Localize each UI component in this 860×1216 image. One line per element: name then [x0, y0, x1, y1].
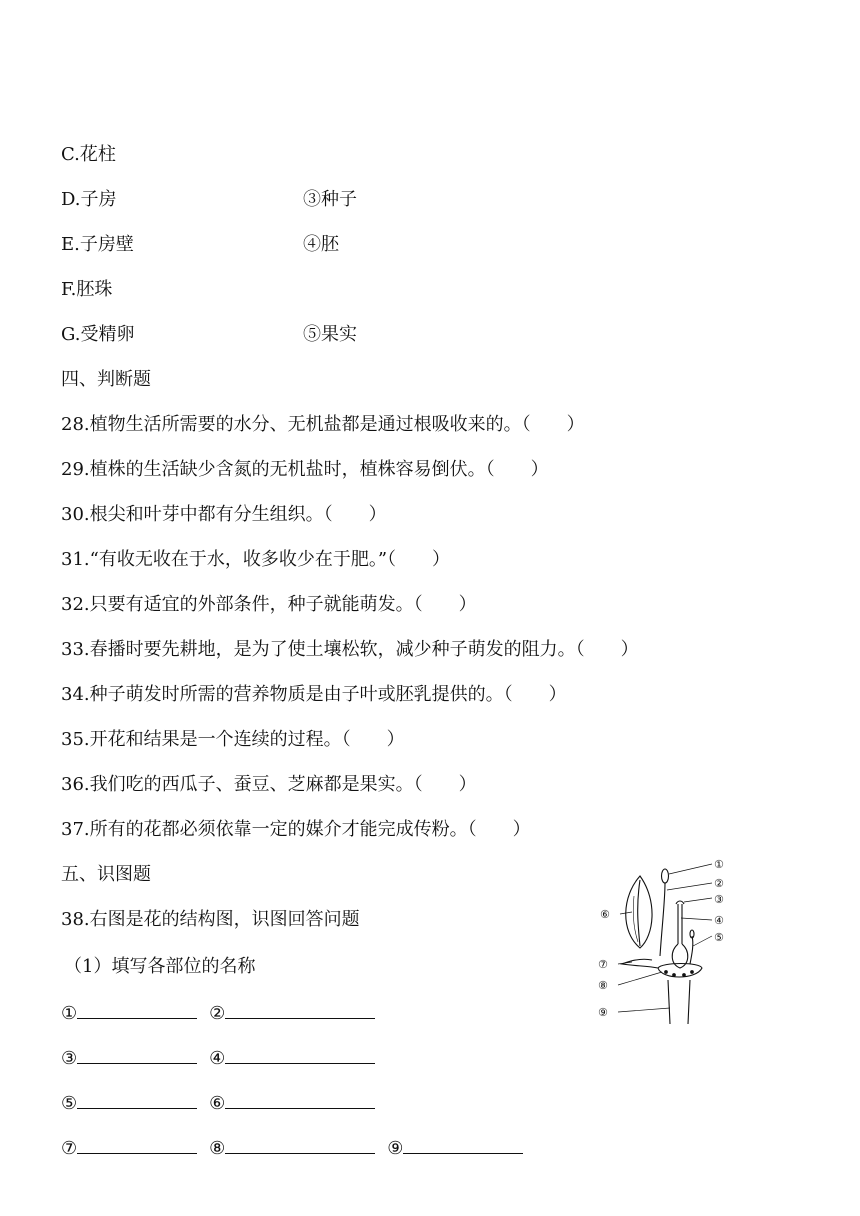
blank-8[interactable]	[225, 1135, 375, 1154]
question-29: 29.植株的生活缺少含氮的无机盐时，植株容易倒伏。（ ）	[61, 459, 549, 480]
question-30: 30.根尖和叶芽中都有分生组织。（ ）	[61, 504, 387, 525]
blank-row-2	[61, 1045, 387, 1071]
diagram-label-5: ⑤	[714, 931, 724, 944]
blank-row-3	[61, 1090, 387, 1116]
marker-3: ③	[61, 1048, 78, 1069]
question-38: 38.右图是花的结构图，识图回答问题	[61, 909, 360, 930]
filament-shape	[660, 883, 665, 956]
option-5: ⑤果实	[303, 324, 357, 345]
receptacle-shape	[658, 964, 702, 978]
option-4: ④胚	[303, 234, 339, 255]
diagram-label-4: ④	[714, 914, 724, 927]
blank-2[interactable]	[225, 1000, 375, 1019]
sepal-shape	[622, 959, 658, 968]
section-title-diagram: 五、识图题	[61, 864, 151, 885]
marker-5: ⑤	[61, 1093, 78, 1114]
diagram-label-6: ⑥	[600, 908, 610, 921]
diagram-label-2: ②	[714, 877, 724, 890]
blank-9[interactable]	[403, 1135, 523, 1154]
question-31: 31.“有收无收在于水，收多收少在于肥。”（ ）	[61, 549, 451, 570]
question-35: 35.开花和结果是一个连续的过程。（ ）	[61, 729, 405, 750]
diagram-label-9: ⑨	[598, 1006, 608, 1019]
marker-1: ①	[61, 1003, 78, 1024]
blank-7[interactable]	[77, 1135, 197, 1154]
option-d: D.子房	[61, 189, 117, 210]
blank-row-1	[61, 1000, 387, 1026]
question-36: 36.我们吃的西瓜子、蚕豆、芝麻都是果实。（ ）	[61, 774, 477, 795]
marker-8: ⑧	[209, 1138, 226, 1159]
blank-5[interactable]	[77, 1090, 197, 1109]
question-33: 33.春播时要先耕地，是为了使土壤松软，减少种子萌发的阻力。（ ）	[61, 639, 639, 660]
marker-4: ④	[209, 1048, 226, 1069]
blank-6[interactable]	[225, 1090, 375, 1109]
diagram-label-1: ①	[714, 858, 724, 871]
option-g: G.受精卵	[61, 324, 135, 345]
marker-7: ⑦	[61, 1138, 78, 1159]
style-shape	[678, 904, 682, 944]
diagram-label-8: ⑧	[598, 979, 608, 992]
anther-shape	[662, 869, 669, 883]
option-3: ③种子	[303, 189, 357, 210]
marker-2: ②	[209, 1003, 226, 1024]
subquestion-1: （1）填写各部位的名称	[64, 956, 256, 977]
blank-4[interactable]	[225, 1045, 375, 1064]
flower-structure-diagram	[592, 856, 742, 1036]
question-28: 28.植物生活所需要的水分、无机盐都是通过根吸收来的。（ ）	[61, 414, 585, 435]
stigma-shape	[676, 901, 684, 904]
diagram-label-3: ③	[714, 893, 724, 906]
ovary-shape	[672, 944, 688, 968]
section-title-judgment: 四、判断题	[61, 369, 151, 390]
marker-6: ⑥	[209, 1093, 226, 1114]
marker-9: ⑨	[387, 1138, 404, 1159]
option-c: C.花柱	[61, 144, 116, 165]
question-37: 37.所有的花都必须依靠一定的媒介才能完成传粉。（ ）	[61, 819, 531, 840]
diagram-label-7: ⑦	[598, 958, 608, 971]
blank-row-4	[61, 1135, 535, 1161]
blank-1[interactable]	[77, 1000, 197, 1019]
blank-3[interactable]	[77, 1045, 197, 1064]
pedicel-shape	[668, 980, 690, 1024]
option-f: F.胚珠	[61, 279, 113, 300]
option-e: E.子房壁	[61, 234, 134, 255]
question-32: 32.只要有适宜的外部条件，种子就能萌发。（ ）	[61, 594, 477, 615]
question-34: 34.种子萌发时所需的营养物质是由子叶或胚乳提供的。（ ）	[61, 684, 567, 705]
